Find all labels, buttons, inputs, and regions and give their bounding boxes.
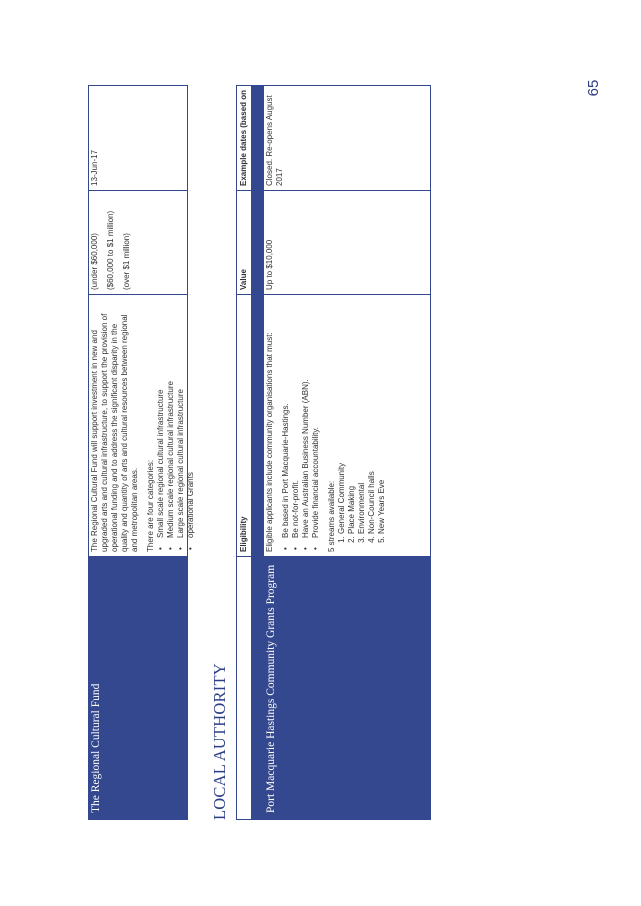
requirement-item: • Be based in Port Macquarie-Hastings. bbox=[281, 299, 291, 538]
program-date-cell bbox=[264, 84, 430, 191]
eligibility-cell bbox=[264, 295, 430, 557]
requirement-item: • Have an Australian Business Number (ABN). bbox=[301, 299, 311, 538]
page-number: 65 bbox=[585, 79, 602, 97]
program-name: Port Macquarie Hastings Community Grants Program bbox=[265, 564, 277, 813]
stream-item: 5. New Years Eve bbox=[377, 299, 387, 534]
categories-intro: There are four categories: bbox=[146, 459, 155, 552]
program-value: Up to $10,000 bbox=[265, 239, 274, 290]
value-large: (over $1 million) bbox=[122, 233, 131, 290]
spacer-blue-cell bbox=[252, 558, 263, 820]
program-date: Closed. Re-opens August 2017 bbox=[265, 95, 284, 186]
category-item: • Small scale regional cultural infrastructure bbox=[156, 299, 166, 538]
streams-intro: 5 streams available: bbox=[327, 480, 336, 552]
spacer-blue-band bbox=[252, 85, 263, 558]
regional-fund-date-cell bbox=[89, 84, 187, 191]
regional-fund-name-cell bbox=[89, 557, 187, 819]
regional-fund-description: The Regional Cultural Fund will support investment in new and upgraded arts and cultural infrastructure, to support the provision of operational funding and to address the significant disparity in the quality and quantity of arts and cultural resources between regional and metropolitan areas. bbox=[90, 313, 139, 552]
category-item: • Medium scale regional cultural infrastructure bbox=[166, 299, 176, 538]
streams-list bbox=[337, 299, 387, 552]
requirements-list bbox=[281, 299, 321, 552]
categories-list bbox=[156, 299, 196, 552]
stream-item: 4. Non-Council halls bbox=[367, 299, 377, 534]
program-name-cell bbox=[264, 557, 430, 819]
program-value-cell bbox=[264, 191, 430, 295]
regional-fund-date: 13-Jun-17 bbox=[90, 149, 99, 186]
stream-item: 1. General Community bbox=[337, 299, 347, 534]
regional-fund-name: The Regional Cultural Fund bbox=[90, 683, 102, 813]
header-value: Value bbox=[237, 191, 251, 295]
category-item: • operational Grants bbox=[186, 299, 196, 538]
header-dates: Example dates (based on bbox=[237, 84, 251, 191]
stream-item: 2. Place Making bbox=[347, 299, 357, 534]
eligibility-intro: Eligible applicants include community organisations that must: bbox=[265, 332, 274, 552]
rotated-content bbox=[88, 85, 433, 820]
regional-fund-description-cell bbox=[89, 295, 195, 557]
header-eligibility: Eligibility bbox=[237, 295, 251, 557]
table-row bbox=[263, 85, 431, 820]
table-spacer-row bbox=[252, 85, 263, 820]
stream-item: 3. Environmental bbox=[357, 299, 367, 534]
value-medium: ($60,000 to $1 million) bbox=[106, 210, 115, 290]
requirement-item: • Be not-for-profit. bbox=[291, 299, 301, 538]
value-small: (under $60,000) bbox=[90, 233, 99, 290]
requirement-item: • Provide financial accountability. bbox=[311, 299, 321, 538]
category-item: • Large scale regional cultural infrastructure bbox=[176, 299, 186, 538]
table-header-row bbox=[236, 85, 252, 820]
regional-fund-value-cell bbox=[89, 191, 187, 295]
local-authority-table bbox=[236, 85, 431, 820]
section-heading: LOCAL AUTHORITY bbox=[210, 663, 229, 820]
regional-fund-table bbox=[88, 85, 195, 820]
